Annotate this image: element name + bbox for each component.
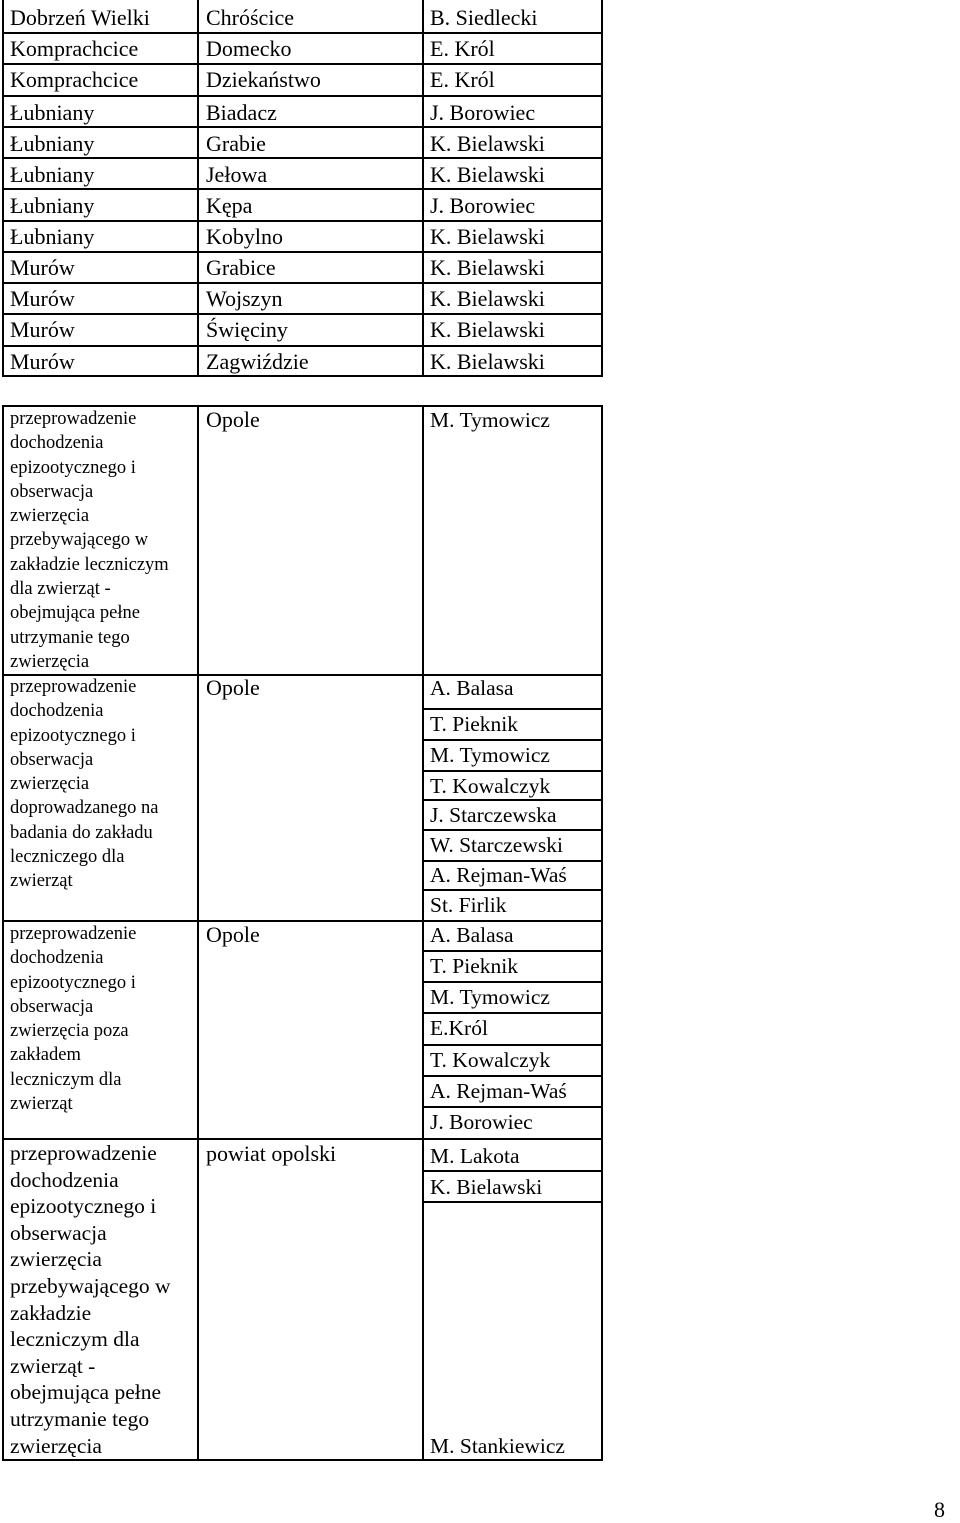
table1-row-line	[2, 220, 603, 222]
vet-name: J. Borowiec	[430, 1110, 533, 1134]
vet-name: W. Starczewski	[430, 833, 563, 857]
table1-row-line	[2, 32, 603, 34]
name-line	[422, 708, 603, 710]
table2-border-right	[601, 405, 603, 1460]
task-description: przeprowadzenie dochodzenia epizootycznego i obserwacja zwierzęcia przebywającego w zakładzie leczniczym dla zwierząt - obejmująca pełne utrzymanie tego zwierzęcia	[10, 409, 169, 672]
name-line	[422, 1170, 603, 1172]
table2-col-divider-2	[422, 405, 424, 1460]
gmina-cell: Murów	[10, 286, 75, 311]
vet-name: M. Tymowicz	[430, 743, 550, 767]
task-description: przeprowadzenie dochodzenia epizootycznego i obserwacja zwierzęcia doprowadzanego na badania do zakładu leczniczego dla zwierząt	[10, 677, 159, 892]
task-description: przeprowadzenie dochodzenia epizootycznego i obserwacja zwierzęcia poza zakładem leczniczym dla zwierząt	[10, 924, 137, 1115]
name-line	[422, 1012, 603, 1014]
vet-name: T. Kowalczyk	[430, 1048, 551, 1072]
vet-name: A. Balasa	[430, 923, 514, 947]
table1-row-line	[2, 157, 603, 159]
name-line	[422, 981, 603, 983]
table2-border-left	[2, 405, 4, 1460]
vet-name-cell: K. Bielawski	[430, 286, 545, 311]
vet-name-cell: J. Borowiec	[430, 100, 536, 125]
table1-bottom-border	[2, 375, 603, 377]
table1-row-line	[2, 345, 603, 347]
vet-name: M. Lakota	[430, 1144, 520, 1168]
vet-name: T. Pieknik	[430, 954, 518, 978]
gmina-cell: Dobrzeń Wielki	[10, 5, 150, 30]
vet-name-cell: K. Bielawski	[430, 317, 545, 342]
vet-name-cell: K. Bielawski	[430, 162, 545, 187]
vet-name: E.Król	[430, 1016, 488, 1040]
area-cell: Opole	[206, 407, 260, 432]
vet-name: M. Tymowicz	[430, 985, 550, 1009]
name-line	[422, 889, 603, 891]
vet-name: A. Rejman-Waś	[430, 863, 567, 887]
locality-cell: Biadacz	[206, 100, 277, 125]
locality-cell: Zagwiździe	[206, 349, 309, 374]
gmina-cell: Łubniany	[10, 131, 95, 156]
table2-bottom-border	[2, 1459, 603, 1461]
page-number: 8	[934, 1497, 945, 1522]
gmina-cell: Łubniany	[10, 162, 95, 187]
gmina-cell: Łubniany	[10, 100, 95, 125]
locality-cell: Grabice	[206, 255, 276, 280]
vet-name: A. Rejman-Waś	[430, 1079, 567, 1103]
name-line	[422, 860, 603, 862]
vet-name: T. Pieknik	[430, 712, 518, 736]
area-cell: powiat opolski	[206, 1141, 337, 1166]
vet-name-cell: K. Bielawski	[430, 131, 545, 156]
gmina-cell: Murów	[10, 255, 75, 280]
table1-row-line	[2, 63, 603, 65]
table1-row-line	[2, 251, 603, 253]
vet-name: M. Stankiewicz	[430, 1434, 565, 1458]
vet-name-cell: K. Bielawski	[430, 255, 545, 280]
name-line	[422, 770, 603, 772]
table1-row-line	[2, 313, 603, 315]
gmina-cell: Murów	[10, 349, 75, 374]
vet-name: St. Firlik	[430, 893, 507, 917]
vet-name-cell: B. Siedlecki	[430, 5, 538, 30]
gmina-cell: Komprachcice	[10, 36, 139, 61]
name-line	[422, 739, 603, 741]
name-line	[422, 1075, 603, 1077]
vet-name: K. Bielawski	[430, 1175, 543, 1199]
vet-name: A. Balasa	[430, 676, 514, 700]
locality-cell: Grabie	[206, 131, 266, 156]
locality-cell: Jełowa	[206, 162, 268, 187]
name-line	[422, 1044, 603, 1046]
table1-row-line	[2, 188, 603, 190]
gmina-cell: Łubniany	[10, 224, 95, 249]
locality-cell: Dziekaństwo	[206, 67, 321, 92]
name-line	[422, 1106, 603, 1108]
locality-cell: Chróścice	[206, 5, 294, 30]
vet-name-cell: K. Bielawski	[430, 224, 545, 249]
table1-row-line	[2, 95, 603, 97]
vet-name: T. Kowalczyk	[430, 774, 551, 798]
gmina-cell: Murów	[10, 317, 75, 342]
table1-row-line	[2, 126, 603, 128]
table1-row-line	[2, 282, 603, 284]
locality-cell: Święciny	[206, 317, 288, 342]
task-description: przeprowadzenie dochodzenia epizootycznego i obserwacja zwierzęcia przebywającego w zakładzie leczniczym dla zwierząt - obejmująca pełne utrzymanie tego zwierzęcia	[10, 1141, 171, 1458]
vet-name: M. Tymowicz	[430, 408, 550, 432]
area-cell: Opole	[206, 675, 260, 700]
name-line	[422, 950, 603, 952]
gmina-cell: Łubniany	[10, 193, 95, 218]
gmina-cell: Komprachcice	[10, 67, 139, 92]
area-cell: Opole	[206, 922, 260, 947]
locality-cell: Wojszyn	[206, 286, 283, 311]
vet-name-cell: K. Bielawski	[430, 349, 545, 374]
vet-name-cell: J. Borowiec	[430, 193, 536, 218]
vet-name: J. Starczewska	[430, 803, 557, 827]
locality-cell: Kobylno	[206, 224, 283, 249]
vet-name-cell: E. Król	[430, 36, 495, 61]
locality-cell: Kępa	[206, 193, 253, 218]
table2-col-divider-1	[197, 405, 199, 1460]
name-line	[422, 799, 603, 801]
vet-name-cell: E. Król	[430, 67, 495, 92]
name-line	[422, 1201, 603, 1203]
name-line	[422, 829, 603, 831]
locality-cell: Domecko	[206, 36, 292, 61]
